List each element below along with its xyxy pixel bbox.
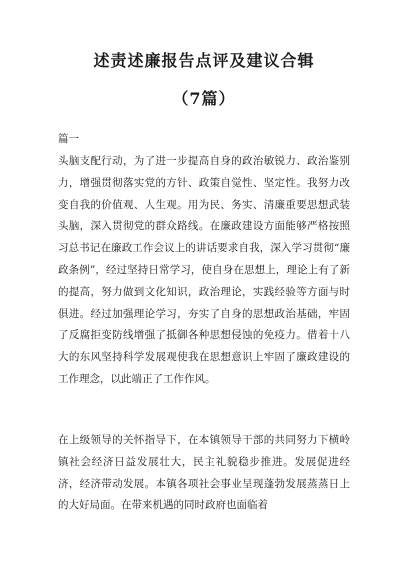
section-label: 篇一 <box>58 133 79 145</box>
document-title: 述责述廉报告点评及建议合辑 <box>93 51 315 70</box>
body-paragraph: 头脑支配行动，为了进一步提高自身的政治敏锐力、政治鉴别力，增强贯彻落实党的方针、政策自觉性、坚定性。我努力改变自我的价值观、人生观。用为民、务实、清廉重要思想武装头脑，深入贯彻党的群众路线。在廉政建设方面能够严格按照习总书记在廉政工作会议上的讲话要求自我，深入学习贯彻“廉政条例”，经过坚持日常学习，使自身在思想上，理论上有了新的提高，努力做到文化知识，政治理论，实践经验等方面与时俱进。经过加强理论学习，夯实了自身的思想政治基础，牢固了反腐拒变防线增强了抵御各种思想侵蚀的免疫力。借着十八大的东风坚持科学发展观使我在思想意识上牢固了廉政建设的工作理念，以此端正了工作作风。 <box>58 155 350 385</box>
body-paragraph: 在上级领导的关怀指导下，在本镇领导干部的共同努力下横岭镇社会经济日益发展壮大，民主礼貌稳步推进。发展促进经济，经济带动发展。本镇各项社会事业呈现蓬勃发展蒸蒸日上的大好局面。在带来机遇的同时政府也面临着 <box>58 434 350 512</box>
document-subtitle: （7篇） <box>172 89 236 108</box>
